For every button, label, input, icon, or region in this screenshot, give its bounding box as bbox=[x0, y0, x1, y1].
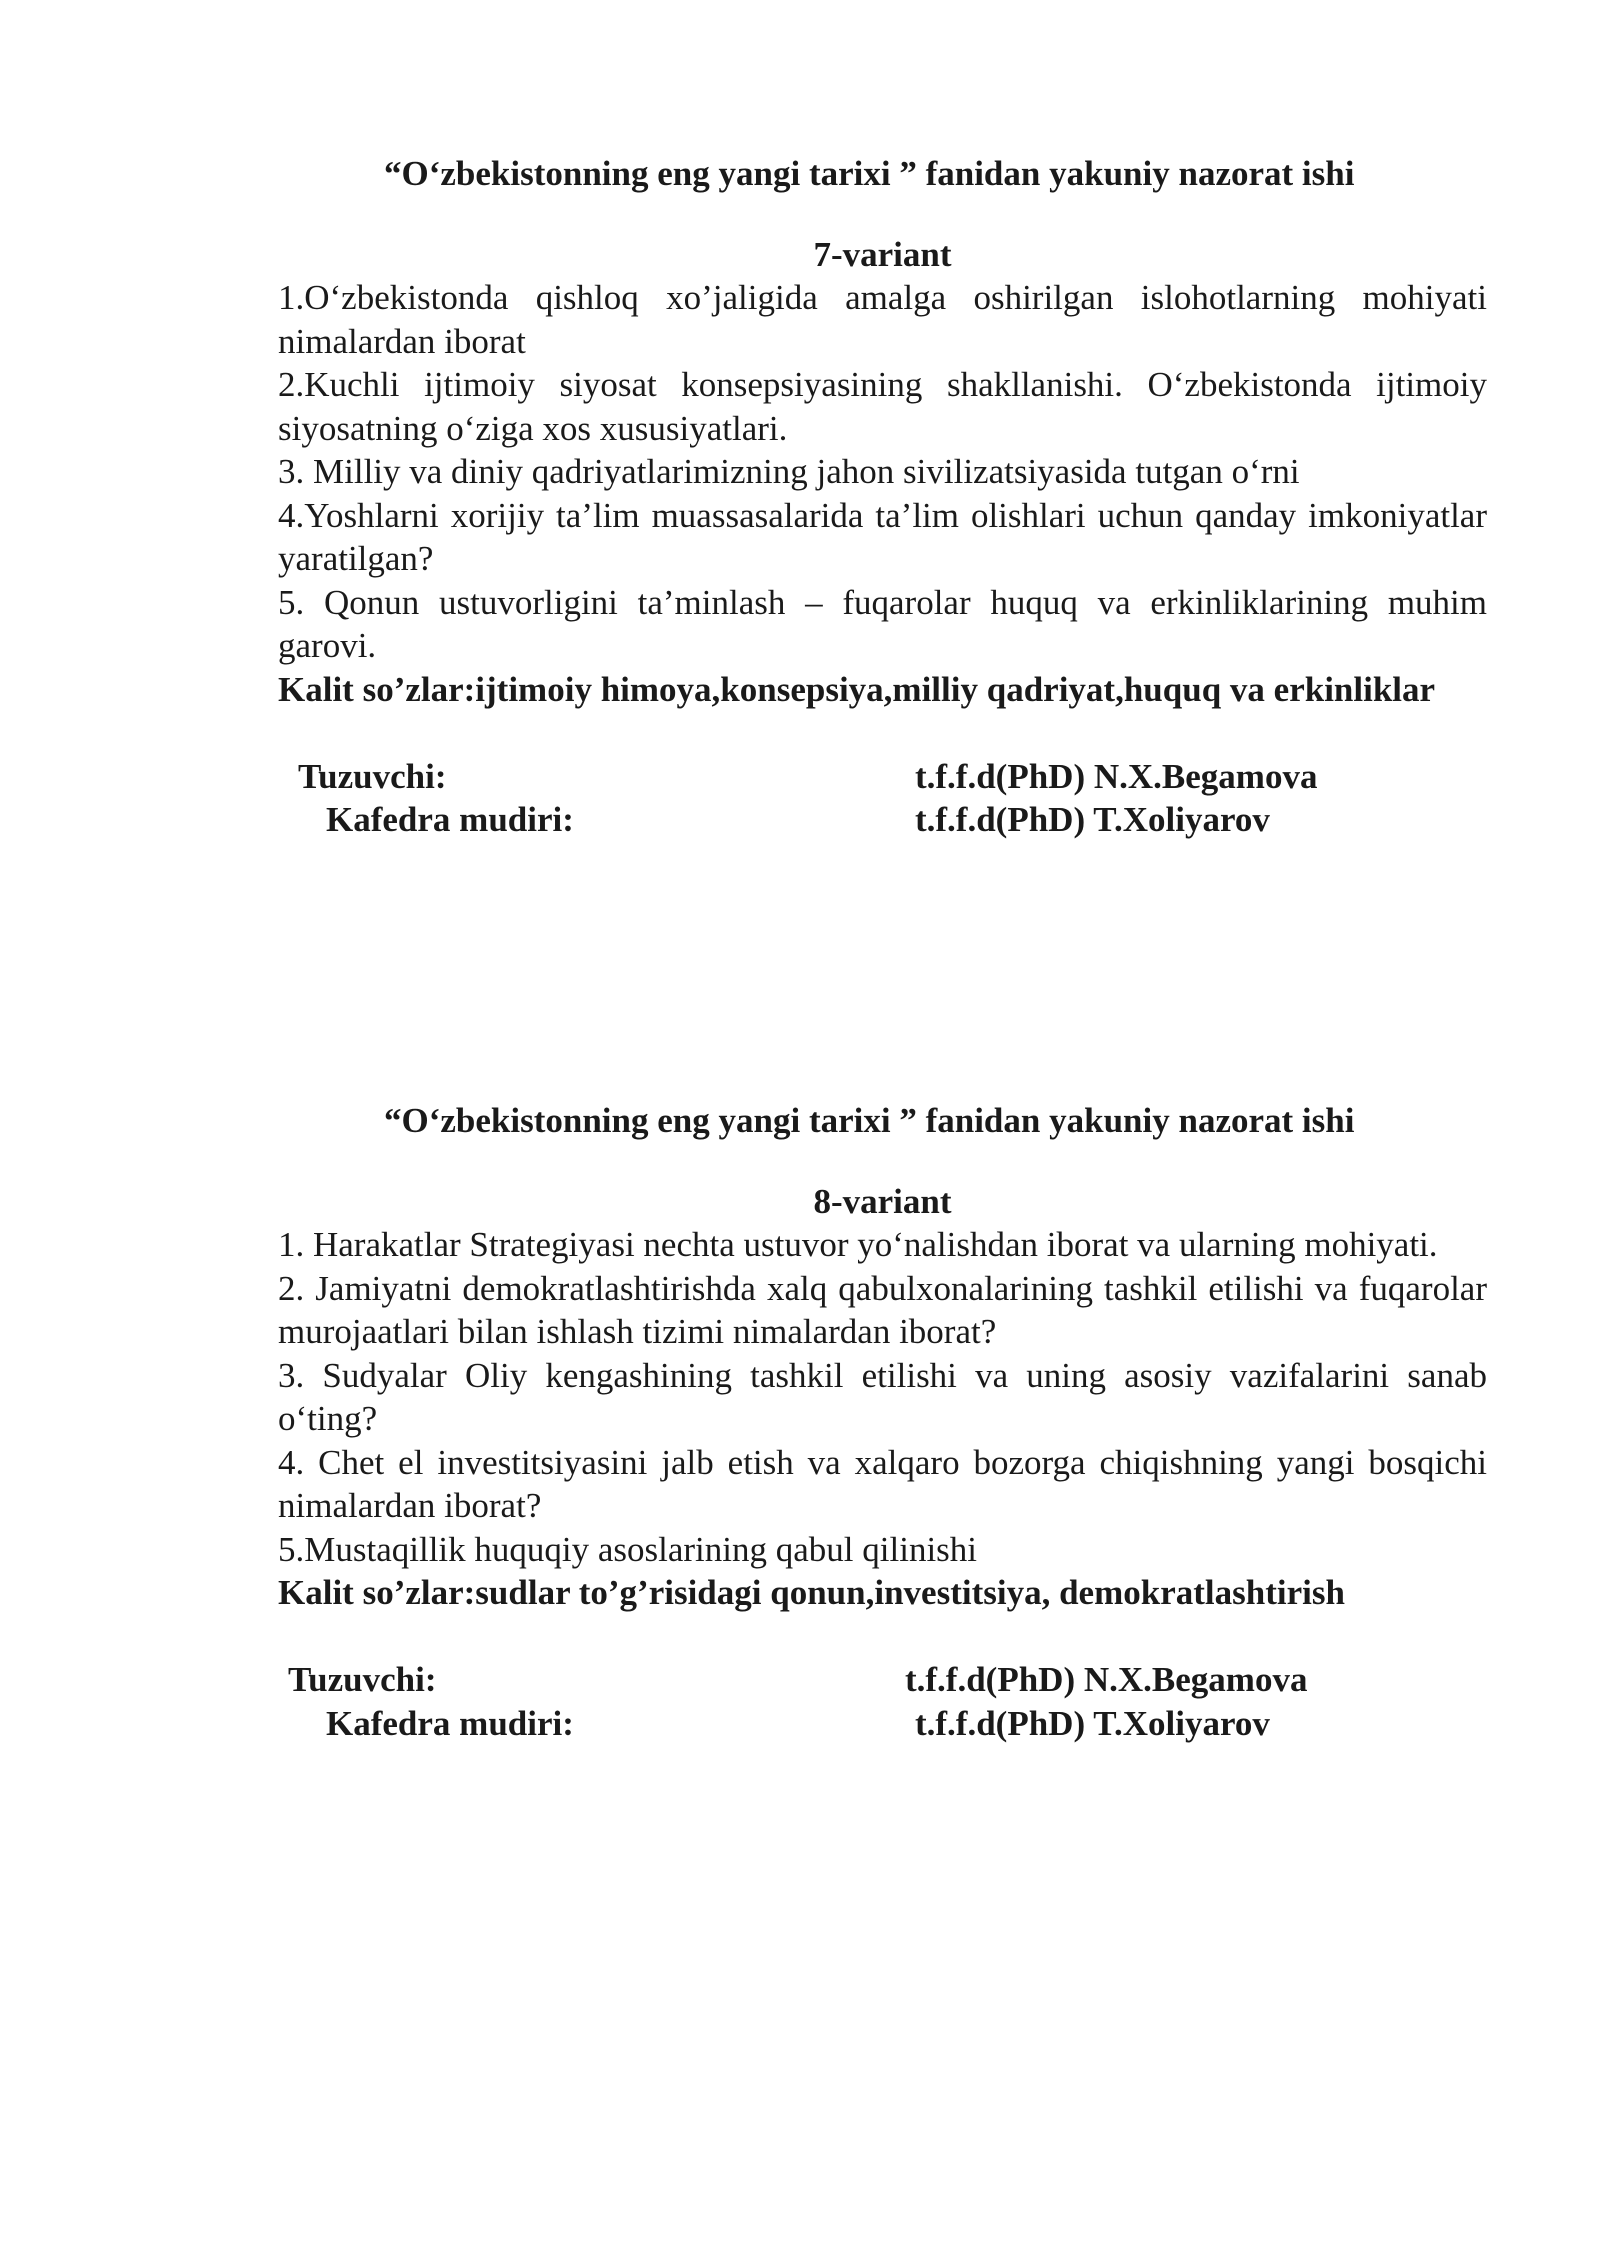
question-5: 5.Mustaqillik huquqiy asoslarining qabul qilinishi bbox=[278, 1529, 978, 1569]
department-head-row bbox=[278, 798, 1487, 842]
compiler-row bbox=[278, 755, 1487, 799]
compiler-label: Tuzuvchi: bbox=[288, 1660, 437, 1699]
exam-variant-7 bbox=[278, 152, 1487, 842]
variant-label: 7-variant bbox=[813, 234, 952, 274]
question-2: 2. Jamiyatni demokratlashtirishda xalq qabulxonalarining tashkil etilishi va fuqarolar murojaatlari bilan ishlash tizimi nimalardan iborat? bbox=[278, 1268, 1487, 1351]
signatures bbox=[278, 1658, 1487, 1745]
signatures bbox=[278, 755, 1487, 842]
department-head-label: Kafedra mudiri: bbox=[326, 800, 574, 839]
question-4: 4. Chet el investitsiyasini jalb etish va xalqaro bozorga chiqishning yangi bosqichi nimalardan iborat? bbox=[278, 1442, 1487, 1525]
exam-title: “O‘zbekistonning eng yangi tarixi ” fanidan yakuniy nazorat ishi bbox=[384, 1101, 1355, 1140]
question-4: 4.Yoshlarni xorijiy ta’lim muassasalarida ta’lim olishlari uchun qanday imkoniyatlar yaratilgan? bbox=[278, 495, 1487, 578]
compiler-name: t.f.f.d(PhD) N.X.Begamova bbox=[915, 756, 1318, 796]
question-5: 5. Qonun ustuvorligini ta’minlash – fuqarolar huquq va erkinliklarining muhim garovi. bbox=[278, 582, 1487, 665]
keywords: Kalit so’zlar:ijtimoiy himoya,konsepsiya,milliy qadriyat,huquq va erkinliklar bbox=[278, 669, 1436, 709]
question-1: 1.O‘zbekistonda qishloq xo’jaligida amalga oshirilgan islohotlarning mohiyati nimalardan iborat bbox=[278, 278, 1487, 361]
exam-variant-8 bbox=[278, 1099, 1487, 1745]
question-2: 2.Kuchli ijtimoiy siyosat konsepsiyasining shakllanishi. O‘zbekistonda ijtimoiy siyosatning o‘ziga xos xususiyatlari. bbox=[278, 365, 1487, 448]
question-3: 3. Sudyalar Oliy kengashining tashkil etilishi va uning asosiy vazifalarini sanab o‘ting? bbox=[278, 1355, 1487, 1438]
compiler-label: Tuzuvchi: bbox=[298, 756, 447, 796]
department-head-row bbox=[278, 1702, 1487, 1746]
department-head-label: Kafedra mudiri: bbox=[326, 1703, 574, 1743]
exam-title: “O‘zbekistonning eng yangi tarixi ” fanidan yakuniy nazorat ishi bbox=[384, 154, 1355, 193]
question-3: 3. Milliy va diniy qadriyatlarimizning jahon sivilizatsiyasida tutgan o‘rni bbox=[278, 452, 1300, 491]
compiler-name: t.f.f.d(PhD) N.X.Begamova bbox=[905, 1660, 1308, 1699]
department-head-name: t.f.f.d(PhD) T.Xoliyarov bbox=[915, 800, 1270, 839]
keywords: Kalit so’zlar:sudlar to’g’risidagi qonun,investitsiya, demokratlashtirish bbox=[278, 1573, 1345, 1612]
question-1: 1. Harakatlar Strategiyasi nechta ustuvor yo‘nalishdan iborat va ularning mohiyati. bbox=[278, 1225, 1438, 1264]
compiler-row bbox=[278, 1658, 1487, 1702]
department-head-name: t.f.f.d(PhD) T.Xoliyarov bbox=[915, 1703, 1270, 1743]
variant-label: 8-variant bbox=[813, 1181, 952, 1221]
